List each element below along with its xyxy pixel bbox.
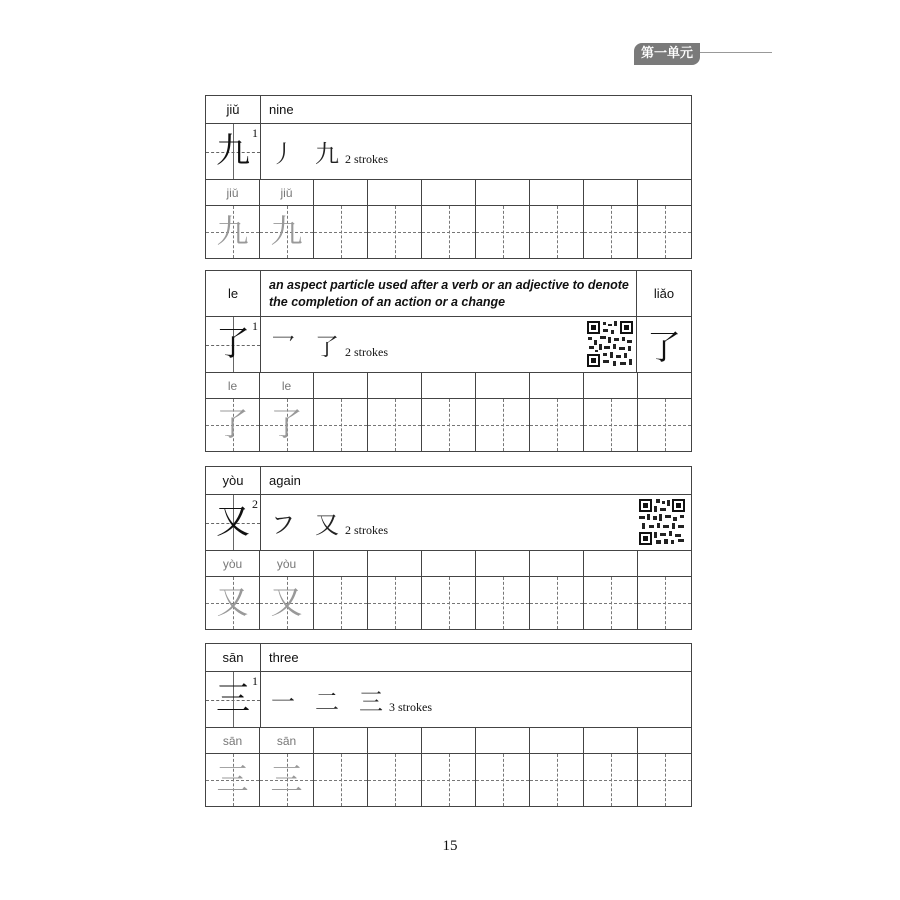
character-card-you xyxy=(205,466,692,630)
trace-character: 三 xyxy=(270,760,303,798)
empty-pinyin-cell[interactable] xyxy=(314,551,368,576)
stroke-step: 丿 xyxy=(271,140,295,168)
practice-pinyin-row xyxy=(206,728,691,754)
character-number: 1 xyxy=(252,126,258,140)
empty-pinyin-cell[interactable] xyxy=(530,180,584,205)
empty-pinyin-cell[interactable] xyxy=(422,373,476,398)
main-character-box xyxy=(206,317,261,372)
practice-pinyin: jiǔ xyxy=(260,180,314,205)
practice-cell[interactable] xyxy=(368,206,422,258)
practice-cell[interactable] xyxy=(422,399,476,451)
main-character: 了 xyxy=(216,324,250,364)
trace-cell[interactable] xyxy=(260,754,314,806)
trace-character: 又 xyxy=(216,583,249,621)
empty-pinyin-cell[interactable] xyxy=(584,180,638,205)
trace-cell[interactable] xyxy=(260,399,314,451)
empty-pinyin-cell[interactable] xyxy=(638,551,691,576)
trace-cell[interactable] xyxy=(206,754,260,806)
practice-pinyin: le xyxy=(260,373,314,398)
alt-pinyin: liǎo xyxy=(636,271,691,316)
alt-character: 了 xyxy=(636,317,691,372)
empty-pinyin-cell[interactable] xyxy=(476,728,530,753)
practice-cell[interactable] xyxy=(368,399,422,451)
practice-cell[interactable] xyxy=(368,754,422,806)
stroke-step: 了 xyxy=(315,333,339,361)
stroke-order xyxy=(261,672,691,727)
practice-pinyin-row xyxy=(206,373,691,399)
practice-cell[interactable] xyxy=(530,754,584,806)
practice-cell[interactable] xyxy=(638,754,691,806)
empty-pinyin-cell[interactable] xyxy=(368,180,422,205)
stroke-step: 二 xyxy=(315,688,339,716)
empty-pinyin-cell[interactable] xyxy=(422,728,476,753)
stroke-order xyxy=(261,495,691,550)
practice-cell[interactable] xyxy=(530,577,584,629)
empty-pinyin-cell[interactable] xyxy=(476,373,530,398)
character-number: 1 xyxy=(252,319,258,333)
trace-character: 三 xyxy=(216,760,249,798)
practice-pinyin-row xyxy=(206,551,691,577)
empty-pinyin-cell[interactable] xyxy=(422,551,476,576)
card-meaning: again xyxy=(269,473,301,488)
practice-cell[interactable] xyxy=(530,399,584,451)
qr-code-icon[interactable] xyxy=(638,498,686,546)
practice-grid-row xyxy=(206,754,691,806)
main-character: 又 xyxy=(216,502,250,542)
empty-pinyin-cell[interactable] xyxy=(584,373,638,398)
empty-pinyin-cell[interactable] xyxy=(584,551,638,576)
character-card-san xyxy=(205,643,692,807)
practice-cell[interactable] xyxy=(422,206,476,258)
trace-character: 九 xyxy=(216,212,249,250)
stroke-order xyxy=(261,124,691,179)
main-character-box xyxy=(206,495,261,550)
character-number: 1 xyxy=(252,674,258,688)
practice-cell[interactable] xyxy=(584,206,638,258)
main-character: 三 xyxy=(216,679,250,719)
main-character: 九 xyxy=(216,131,250,171)
practice-cell[interactable] xyxy=(476,399,530,451)
practice-cell[interactable] xyxy=(530,206,584,258)
practice-cell[interactable] xyxy=(584,399,638,451)
practice-cell[interactable] xyxy=(638,577,691,629)
card-meaning: three xyxy=(269,650,299,665)
card-pinyin: le xyxy=(206,271,261,316)
empty-pinyin-cell[interactable] xyxy=(638,180,691,205)
empty-pinyin-cell[interactable] xyxy=(368,551,422,576)
card-meaning: nine xyxy=(269,102,294,117)
practice-cell[interactable] xyxy=(476,577,530,629)
trace-character: 了 xyxy=(216,405,249,443)
practice-cell[interactable] xyxy=(476,754,530,806)
meaning-line: the completion of an action or a change xyxy=(269,294,506,309)
meaning-line: an aspect particle used after a verb or an adjective to denote xyxy=(269,277,629,292)
trace-character: 又 xyxy=(270,583,303,621)
card-pinyin: yòu xyxy=(206,467,261,494)
practice-cell[interactable] xyxy=(314,577,368,629)
empty-pinyin-cell[interactable] xyxy=(584,728,638,753)
empty-pinyin-cell[interactable] xyxy=(530,551,584,576)
empty-pinyin-cell[interactable] xyxy=(476,551,530,576)
practice-cell[interactable] xyxy=(638,206,691,258)
practice-cell[interactable] xyxy=(314,754,368,806)
character-card-le xyxy=(205,270,692,452)
empty-pinyin-cell[interactable] xyxy=(530,373,584,398)
main-character-box xyxy=(206,124,261,179)
practice-cell[interactable] xyxy=(584,754,638,806)
empty-pinyin-cell[interactable] xyxy=(476,180,530,205)
stroke-count: 2 strokes xyxy=(345,345,388,359)
empty-pinyin-cell[interactable] xyxy=(314,180,368,205)
stroke-count: 3 strokes xyxy=(389,700,432,714)
empty-pinyin-cell[interactable] xyxy=(314,373,368,398)
practice-cell[interactable] xyxy=(476,206,530,258)
character-number: 2 xyxy=(252,497,258,511)
practice-cell[interactable] xyxy=(584,577,638,629)
stroke-step: フ xyxy=(271,511,295,539)
trace-cell[interactable] xyxy=(206,206,260,258)
unit-divider xyxy=(700,52,772,53)
trace-cell[interactable] xyxy=(260,577,314,629)
practice-pinyin: jiǔ xyxy=(206,180,260,205)
stroke-step: 又 xyxy=(315,511,339,539)
trace-character: 了 xyxy=(270,405,303,443)
card-pinyin: jiǔ xyxy=(206,96,261,123)
page-number: 15 xyxy=(442,838,458,854)
practice-pinyin: sān xyxy=(206,728,260,753)
practice-cell[interactable] xyxy=(368,577,422,629)
unit-label: 第一单元 xyxy=(634,43,700,65)
practice-pinyin: sān xyxy=(260,728,314,753)
practice-pinyin-row xyxy=(206,180,691,206)
practice-pinyin: le xyxy=(206,373,260,398)
empty-pinyin-cell[interactable] xyxy=(314,728,368,753)
practice-grid-row xyxy=(206,399,691,451)
empty-pinyin-cell[interactable] xyxy=(422,180,476,205)
practice-cell[interactable] xyxy=(422,754,476,806)
practice-grid-row xyxy=(206,577,691,629)
practice-grid-row xyxy=(206,206,691,258)
stroke-step: 九 xyxy=(315,140,339,168)
practice-cell[interactable] xyxy=(314,399,368,451)
empty-pinyin-cell[interactable] xyxy=(368,373,422,398)
practice-cell[interactable] xyxy=(314,206,368,258)
trace-character: 九 xyxy=(270,212,303,250)
trace-cell[interactable] xyxy=(260,206,314,258)
main-character-box xyxy=(206,672,261,727)
practice-cell[interactable] xyxy=(422,577,476,629)
empty-pinyin-cell[interactable] xyxy=(638,728,691,753)
trace-cell[interactable] xyxy=(206,577,260,629)
practice-cell[interactable] xyxy=(638,399,691,451)
stroke-count: 2 strokes xyxy=(345,523,388,537)
trace-cell[interactable] xyxy=(206,399,260,451)
stroke-order xyxy=(261,317,636,372)
practice-pinyin: yòu xyxy=(260,551,314,576)
stroke-step: 乛 xyxy=(271,333,295,361)
stroke-step: 三 xyxy=(359,688,383,716)
qr-code-icon[interactable] xyxy=(586,320,634,368)
empty-pinyin-cell[interactable] xyxy=(530,728,584,753)
stroke-step: 一 xyxy=(271,688,295,716)
empty-pinyin-cell[interactable] xyxy=(638,373,691,398)
card-pinyin: sān xyxy=(206,644,261,671)
character-card-jiu xyxy=(205,95,692,259)
card-meaning xyxy=(261,271,636,316)
empty-pinyin-cell[interactable] xyxy=(368,728,422,753)
stroke-count: 2 strokes xyxy=(345,152,388,166)
practice-pinyin: yòu xyxy=(206,551,260,576)
